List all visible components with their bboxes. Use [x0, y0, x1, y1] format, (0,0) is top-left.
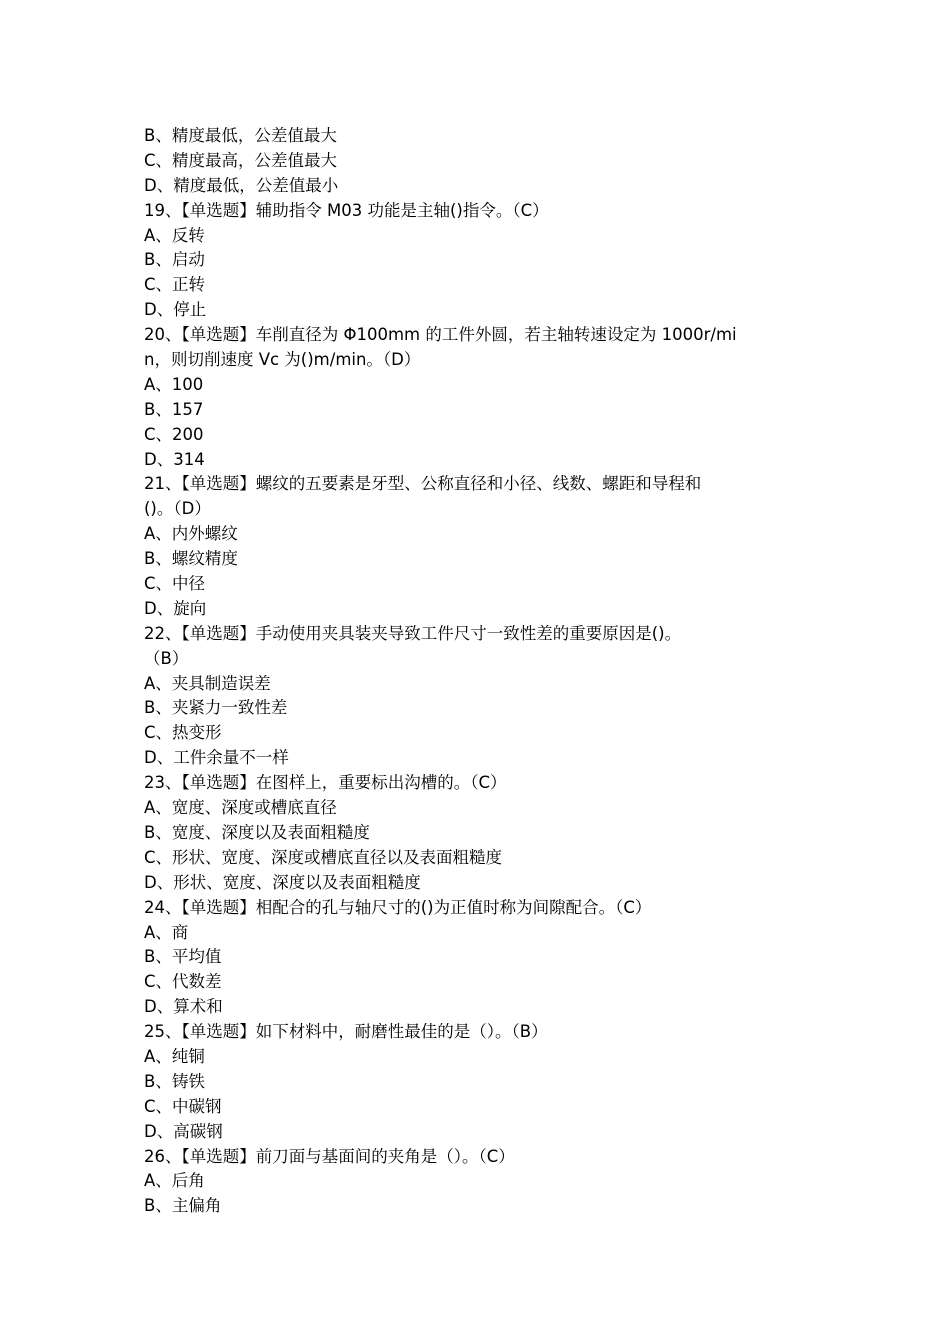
option-line: C、代数差 [144, 972, 222, 992]
option-line: C、形状、宽度、深度或槽底直径以及表面粗糙度 [144, 847, 503, 867]
option-line: A、夹具制造误差 [144, 673, 271, 693]
option-line: D、精度最低，公差值最小 [144, 175, 339, 195]
option-line: A、纯铜 [144, 1046, 205, 1066]
option-line: A、宽度、深度或槽底直径 [144, 798, 337, 818]
option-line: B、平均值 [144, 947, 222, 967]
option-line: B、精度最低，公差值最大 [144, 126, 337, 145]
option-line: C、中径 [144, 574, 206, 594]
option-line: A、后角 [144, 1171, 205, 1191]
option-line: D、算术和 [144, 997, 223, 1017]
option-line: C、正转 [144, 275, 206, 295]
question-line: 20、【单选题】车削直径为 Φ100mm 的工件外圆，若主轴转速设定为 1000r/mi [144, 325, 737, 345]
option-line: B、铸铁 [144, 1071, 205, 1091]
option-line: D、工件余量不一样 [144, 748, 289, 768]
option-line: C、热变形 [144, 723, 222, 743]
option-line: B、主偏角 [144, 1196, 222, 1216]
option-line: B、启动 [144, 250, 205, 270]
question-line-continued: n，则切削速度 Vc 为()m/min。（D） [144, 350, 421, 370]
option-line: A、商 [144, 922, 189, 942]
question-text-block [144, 124, 812, 1219]
option-line: C、200 [144, 424, 204, 444]
option-line: A、内外螺纹 [144, 524, 238, 544]
option-line: B、宽度、深度以及表面粗糙度 [144, 822, 370, 842]
option-line: D、高碳钢 [144, 1121, 223, 1141]
option-line: B、夹紧力一致性差 [144, 698, 288, 718]
question-line-continued: （B） [144, 648, 189, 668]
option-line: D、旋向 [144, 598, 207, 618]
option-line: D、停止 [144, 300, 207, 320]
option-line: B、157 [144, 399, 204, 419]
question-line: 23、【单选题】在图样上，重要标出沟槽的。（C） [144, 773, 507, 793]
option-line: B、螺纹精度 [144, 549, 238, 569]
question-line: 24、【单选题】相配合的孔与轴尺寸的()为正值时称为间隙配合。（C） [144, 897, 652, 917]
option-line: A、100 [144, 374, 204, 394]
question-line: 19、【单选题】辅助指令 M03 功能是主轴()指令。（C） [144, 200, 549, 220]
question-line: 25、【单选题】如下材料中，耐磨性最佳的是（）。（B） [144, 1022, 548, 1042]
option-line: D、314 [144, 449, 205, 469]
question-line-continued: ()。（D） [144, 499, 211, 519]
option-line: D、形状、宽度、深度以及表面粗糙度 [144, 872, 421, 892]
question-line: 21、【单选题】螺纹的五要素是牙型、公称直径和小径、线数、螺距和导程和 [144, 474, 702, 494]
option-line: A、反转 [144, 225, 205, 245]
question-line: 26、【单选题】前刀面与基面间的夹角是（）。（C） [144, 1146, 515, 1166]
question-line: 22、【单选题】手动使用夹具装夹导致工件尺寸一致性差的重要原因是()。 [144, 623, 682, 643]
option-line: C、精度最高，公差值最大 [144, 150, 338, 170]
option-line: C、中碳钢 [144, 1096, 222, 1116]
